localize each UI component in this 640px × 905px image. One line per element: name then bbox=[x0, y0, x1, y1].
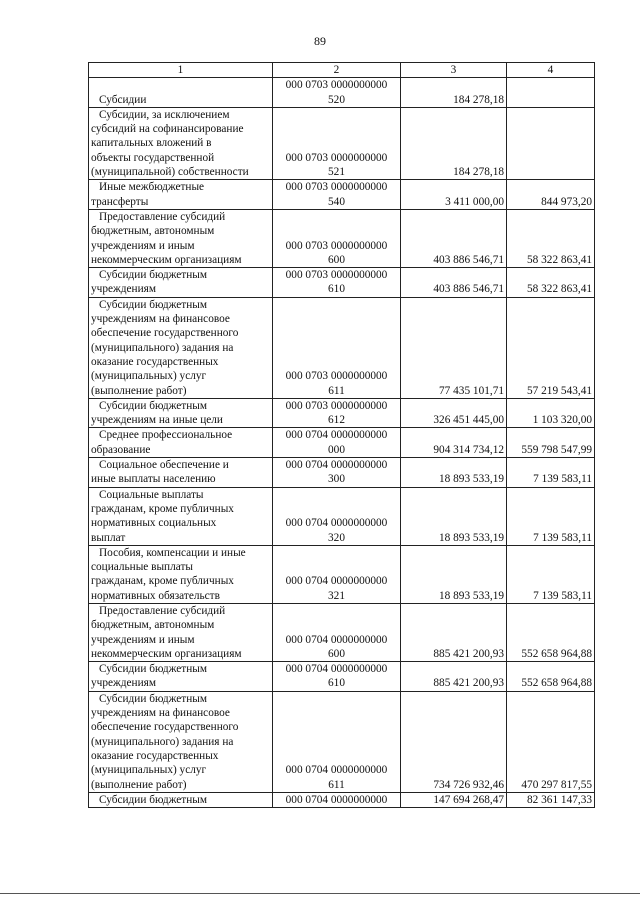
row-value-col3: 184 278,18 bbox=[401, 107, 507, 179]
row-code-cell bbox=[273, 458, 401, 488]
row-value-col3: 904 314 734,12 bbox=[401, 428, 507, 458]
row-name-line: (муниципальных) услуг bbox=[91, 764, 207, 777]
row-name-line: Субсидии бюджетным bbox=[99, 399, 207, 412]
row-name-line: обеспечение государственного bbox=[91, 721, 239, 734]
row-value-col4: 57 219 543,41 bbox=[507, 297, 595, 398]
row-value-col4: 844 973,20 bbox=[507, 180, 595, 210]
row-name-line: некоммерческим организациям bbox=[91, 253, 242, 266]
row-code-line: 000 0703 0000000000 bbox=[285, 151, 388, 164]
row-code-line: 600 bbox=[328, 253, 345, 266]
row-value-col3: 3 411 000,00 bbox=[401, 180, 507, 210]
row-name-line: обеспечение государственного bbox=[91, 327, 239, 340]
row-name-line: Субсидии бюджетным bbox=[99, 692, 207, 705]
row-code-cell bbox=[273, 107, 401, 179]
row-code-line: 000 0703 0000000000 bbox=[285, 399, 388, 412]
row-value-col4: 7 139 583,11 bbox=[507, 458, 595, 488]
row-code-cell bbox=[273, 428, 401, 458]
column-header: 3 bbox=[401, 63, 507, 78]
row-name-cell bbox=[89, 545, 273, 603]
row-name-line: учреждениям bbox=[91, 283, 156, 296]
column-header: 2 bbox=[273, 63, 401, 78]
row-name-line: субсидий на софинансирование bbox=[91, 123, 244, 136]
row-name-line: Среднее профессиональное bbox=[99, 429, 233, 442]
row-name-line: иные выплаты населению bbox=[91, 473, 216, 486]
row-value-col3: 326 451 445,00 bbox=[401, 398, 507, 428]
row-name-line: гражданам, кроме публичных bbox=[91, 575, 234, 588]
row-name-line: учреждениям и иным bbox=[91, 239, 195, 252]
row-name-line: Пособия, компенсации и иные bbox=[99, 546, 246, 559]
row-code-cell bbox=[273, 297, 401, 398]
row-code-line: 611 bbox=[328, 384, 345, 397]
row-name-line: гражданам, кроме публичных bbox=[91, 502, 234, 515]
row-code-cell bbox=[273, 545, 401, 603]
row-name-line: учреждениям bbox=[91, 677, 156, 690]
row-code-line: 521 bbox=[328, 166, 345, 179]
row-name-line: выплат bbox=[91, 531, 126, 544]
row-name-cell bbox=[89, 209, 273, 267]
row-name-line: Предоставление субсидий bbox=[99, 604, 226, 617]
row-code-cell bbox=[273, 792, 401, 807]
row-name-line: некоммерческим организациям bbox=[91, 647, 242, 660]
row-code-line: 520 bbox=[328, 93, 345, 106]
row-code-line: 600 bbox=[328, 647, 345, 660]
row-code-line: 610 bbox=[328, 283, 345, 296]
row-code-line: 000 0704 0000000000 bbox=[285, 663, 388, 676]
row-code-line: 000 bbox=[328, 443, 345, 456]
row-code-cell bbox=[273, 398, 401, 428]
row-name-line: (выполнение работ) bbox=[91, 778, 187, 791]
row-code-line: 300 bbox=[328, 473, 345, 486]
row-value-col4: 559 798 547,99 bbox=[507, 428, 595, 458]
row-code-cell bbox=[273, 487, 401, 545]
row-name-line: (выполнение работ) bbox=[91, 384, 187, 397]
row-name-cell bbox=[89, 180, 273, 210]
table-row bbox=[89, 78, 595, 108]
row-name-line: Субсидии, за исключением bbox=[99, 108, 230, 121]
row-name-line: Субсидии бюджетным bbox=[99, 269, 207, 282]
table-row bbox=[89, 268, 595, 298]
table-row bbox=[89, 398, 595, 428]
row-name-cell bbox=[89, 78, 273, 108]
table-row bbox=[89, 545, 595, 603]
row-name-line: Иные межбюджетные bbox=[99, 181, 205, 194]
budget-table bbox=[88, 62, 595, 808]
row-name-line: образование bbox=[91, 443, 151, 456]
table-row bbox=[89, 458, 595, 488]
row-name-cell bbox=[89, 603, 273, 661]
row-code-line: 000 0703 0000000000 bbox=[285, 269, 388, 282]
row-code-line: 000 0703 0000000000 bbox=[285, 370, 388, 383]
row-name-line: учреждениям и иным bbox=[91, 633, 195, 646]
row-value-col4: 7 139 583,11 bbox=[507, 545, 595, 603]
row-code-line: 610 bbox=[328, 677, 345, 690]
row-value-col4 bbox=[507, 78, 595, 108]
table-row bbox=[89, 487, 595, 545]
row-code-line: 000 0704 0000000000 bbox=[285, 575, 388, 588]
row-code-cell bbox=[273, 691, 401, 792]
row-name-line: (муниципальных) услуг bbox=[91, 370, 207, 383]
row-code-line: 000 0704 0000000000 bbox=[285, 429, 388, 442]
table-row bbox=[89, 428, 595, 458]
row-code-line: 612 bbox=[328, 414, 345, 427]
row-name-cell bbox=[89, 107, 273, 179]
table-row bbox=[89, 297, 595, 398]
row-name-line: трансферты bbox=[91, 195, 149, 208]
row-value-col3: 403 886 546,71 bbox=[401, 268, 507, 298]
row-value-col3: 184 278,18 bbox=[401, 78, 507, 108]
row-code-line: 540 bbox=[328, 195, 345, 208]
row-name-line: социальные выплаты bbox=[91, 561, 193, 574]
row-name-cell bbox=[89, 297, 273, 398]
row-code-line: 000 0704 0000000000 bbox=[285, 517, 388, 530]
row-name-line: Предоставление субсидий bbox=[99, 210, 226, 223]
row-value-col4: 58 322 863,41 bbox=[507, 268, 595, 298]
row-value-col4: 7 139 583,11 bbox=[507, 487, 595, 545]
row-name-cell bbox=[89, 487, 273, 545]
row-value-col4: 552 658 964,88 bbox=[507, 662, 595, 692]
row-value-col3: 77 435 101,71 bbox=[401, 297, 507, 398]
row-value-col3: 18 893 533,19 bbox=[401, 458, 507, 488]
row-code-line: 000 0703 0000000000 bbox=[285, 181, 388, 194]
table-row bbox=[89, 691, 595, 792]
row-name-line: Субсидии bbox=[99, 93, 147, 106]
row-name-line: капитальных вложений в bbox=[91, 137, 212, 150]
row-code-line: 000 0704 0000000000 bbox=[285, 764, 388, 777]
row-name-line: (муниципальной) собственности bbox=[91, 166, 249, 179]
row-name-line: оказание государственных bbox=[91, 749, 219, 762]
table-body bbox=[89, 78, 595, 808]
row-name-line: Субсидии бюджетным bbox=[99, 663, 207, 676]
row-value-col4: 470 297 817,55 bbox=[507, 691, 595, 792]
row-code-line: 000 0703 0000000000 bbox=[285, 79, 388, 92]
row-name-line: Социальное обеспечение и bbox=[99, 459, 229, 472]
row-name-line: учреждениям на иные цели bbox=[91, 414, 223, 427]
row-name-line: оказание государственных bbox=[91, 355, 219, 368]
row-value-col4: 552 658 964,88 bbox=[507, 603, 595, 661]
row-value-col3: 885 421 200,93 bbox=[401, 603, 507, 661]
row-name-line: Субсидии бюджетным bbox=[99, 298, 207, 311]
row-code-line: 321 bbox=[328, 589, 345, 602]
row-name-line: учреждениям на финансовое bbox=[91, 707, 230, 720]
row-name-line: объекты государственной bbox=[91, 151, 215, 164]
row-name-cell bbox=[89, 662, 273, 692]
table-row bbox=[89, 107, 595, 179]
row-code-line: 611 bbox=[328, 778, 345, 791]
row-value-col4 bbox=[507, 107, 595, 179]
page-edge-divider bbox=[0, 893, 640, 894]
row-code-line: 000 0704 0000000000 bbox=[285, 459, 388, 472]
page-number: 89 bbox=[314, 34, 326, 48]
row-code-cell bbox=[273, 268, 401, 298]
row-name-line: Социальные выплаты bbox=[99, 488, 204, 501]
row-name-cell bbox=[89, 428, 273, 458]
table-row bbox=[89, 603, 595, 661]
row-value-col4: 1 103 320,00 bbox=[507, 398, 595, 428]
row-value-col3: 18 893 533,19 bbox=[401, 545, 507, 603]
row-code-line: 000 0704 0000000000 bbox=[285, 793, 388, 806]
row-code-line: 320 bbox=[328, 531, 345, 544]
row-value-col4: 58 322 863,41 bbox=[507, 209, 595, 267]
row-name-line: (муниципального) задания на bbox=[91, 735, 234, 748]
row-code-line: 000 0703 0000000000 bbox=[285, 239, 388, 252]
row-code-cell bbox=[273, 662, 401, 692]
row-code-cell bbox=[273, 209, 401, 267]
column-header: 4 bbox=[507, 63, 595, 78]
table-header-row bbox=[89, 63, 595, 78]
row-value-col4: 82 361 147,33 bbox=[507, 792, 595, 807]
row-name-line: (муниципального) задания на bbox=[91, 341, 234, 354]
row-name-line: учреждениям на финансовое bbox=[91, 313, 230, 326]
row-name-cell bbox=[89, 398, 273, 428]
row-code-cell bbox=[273, 78, 401, 108]
column-header: 1 bbox=[89, 63, 273, 78]
row-value-col3: 147 694 268,47 bbox=[401, 792, 507, 807]
row-name-line: бюджетным, автономным bbox=[91, 619, 215, 632]
row-name-cell bbox=[89, 458, 273, 488]
row-code-cell bbox=[273, 180, 401, 210]
table-row bbox=[89, 180, 595, 210]
row-name-cell bbox=[89, 691, 273, 792]
table-row bbox=[89, 662, 595, 692]
row-value-col3: 885 421 200,93 bbox=[401, 662, 507, 692]
row-name-line: нормативных обязательств bbox=[91, 589, 220, 602]
row-name-cell bbox=[89, 792, 273, 807]
row-name-cell bbox=[89, 268, 273, 298]
row-name-line: Субсидии бюджетным bbox=[99, 793, 207, 806]
row-value-col3: 734 726 932,46 bbox=[401, 691, 507, 792]
table-row bbox=[89, 792, 595, 807]
row-name-line: бюджетным, автономным bbox=[91, 225, 215, 238]
row-code-cell bbox=[273, 603, 401, 661]
row-value-col3: 18 893 533,19 bbox=[401, 487, 507, 545]
table-row bbox=[89, 209, 595, 267]
row-code-line: 000 0704 0000000000 bbox=[285, 633, 388, 646]
row-value-col3: 403 886 546,71 bbox=[401, 209, 507, 267]
row-name-line: нормативных социальных bbox=[91, 517, 217, 530]
